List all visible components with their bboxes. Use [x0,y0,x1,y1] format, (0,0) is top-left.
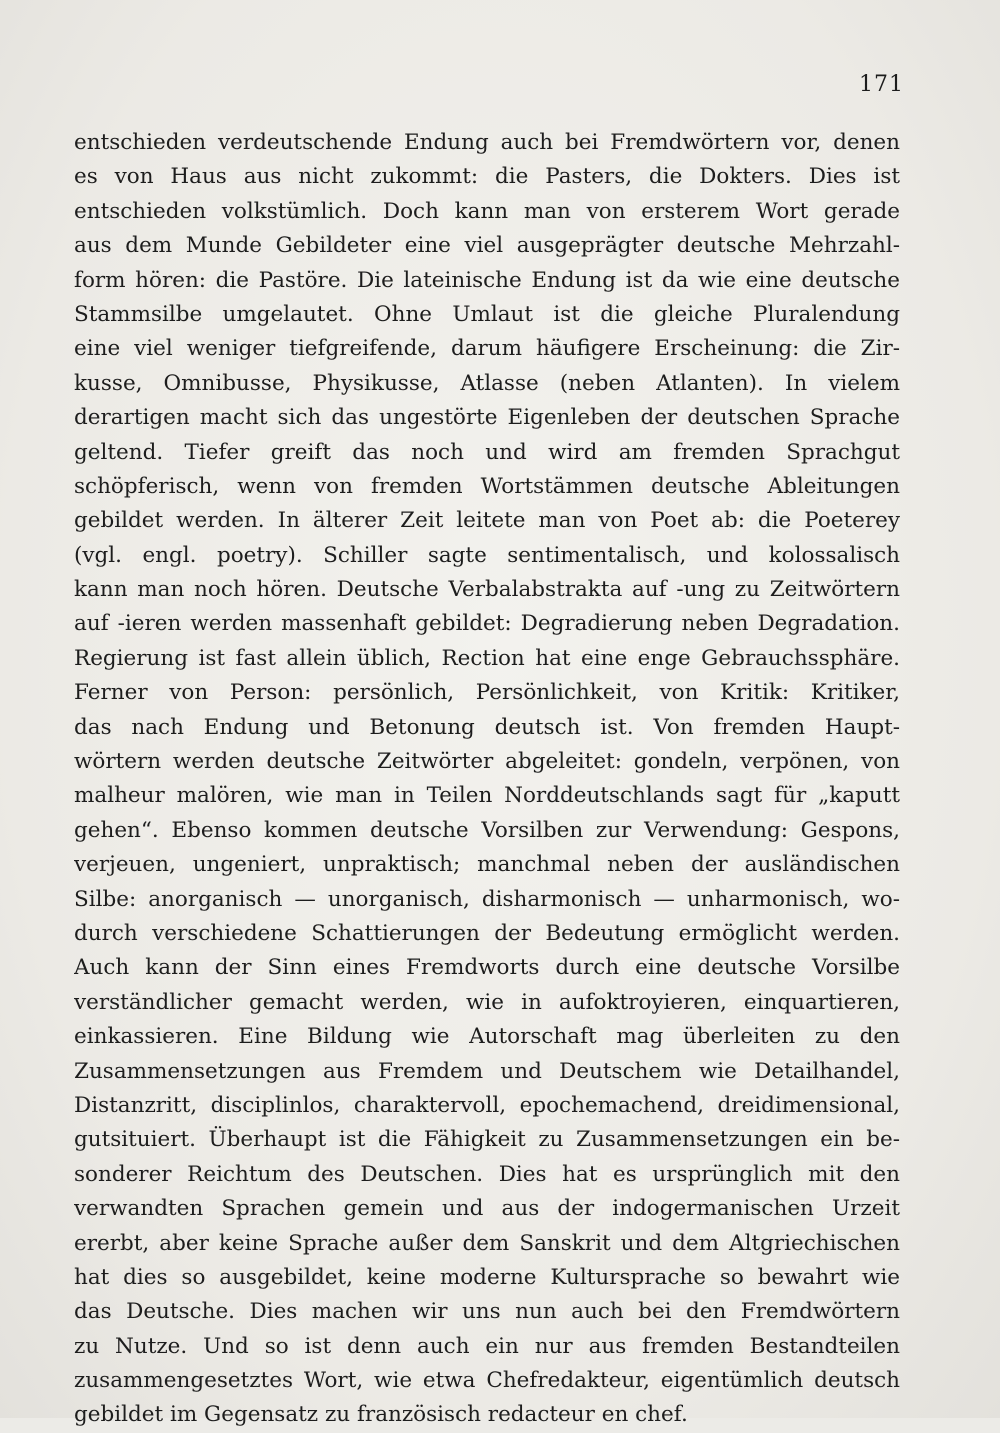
text-line: kann man noch hören. Deutsche Verbalabstrakta auf -ung zu Zeitwörtern [74,577,900,603]
text-line: verwandten Sprachen gemein und aus der indogermanischen Urzeit [74,1196,900,1222]
text-line: gebildet werden. In älterer Zeit leitete man von Poet ab: die Poeterey [74,508,900,534]
text-line: verjeuen, ungeniert, unpraktisch; manchmal neben der ausländischen [74,852,900,878]
text-line: gebildet im Gegensatz zu französisch redacteur en chef. [74,1402,688,1428]
text-line: schöpferisch, wenn von fremden Wortstämmen deutsche Ableitungen [74,473,900,499]
text-line: aus dem Munde Gebildeter eine viel ausgeprägter deutsche Mehrzahl- [74,233,900,259]
text-line: Ferner von Person: persönlich, Persönlichkeit, von Kritik: Kritiker, [74,680,900,706]
text-line: form hören: die Pastöre. Die lateinische Endung ist da wie eine deutsche [74,267,900,293]
text-line: Silbe: anorganisch — unorganisch, disharmonisch — unharmonisch, wo- [74,886,900,912]
text-line: das Deutsche. Dies machen wir uns nun auch bei den Fremdwörtern [74,1299,900,1325]
text-line: durch verschiedene Schattierungen der Bedeutung ermöglicht werden. [74,920,900,946]
text-line: Stammsilbe umgelautet. Ohne Umlaut ist die gleiche Pluralendung [74,301,900,327]
text-line: Regierung ist fast allein üblich, Rection hat eine enge Gebrauchssphäre. [74,645,900,671]
text-line: hat dies so ausgebildet, keine moderne Kultursprache so bewahrt wie [74,1264,900,1290]
text-line: Zusammensetzungen aus Fremdem und Deutschem wie Detailhandel, [74,1058,900,1084]
text-line: es von Haus aus nicht zukommt: die Pasters, die Dokters. Dies ist [74,164,900,190]
text-line: entschieden verdeutschende Endung auch bei Fremdwörtern vor, denen [74,130,900,155]
page-number: 171 [859,72,904,97]
text-line: zusammengesetztes Wort, wie etwa Chefredakteur, eigentümlich deutsch [74,1368,900,1394]
text-line: einkassieren. Eine Bildung wie Autorschaft mag überleiten zu den [74,1024,900,1050]
text-line: gehen“. Ebenso kommen deutsche Vorsilben zur Verwendung: Gespons, [74,817,900,843]
text-line: kusse, Omnibusse, Physikusse, Atlasse (neben Atlanten). In vielem [74,370,900,396]
text-line: auf -ieren werden massenhaft gebildet: Degradierung neben Degradation. [74,611,900,637]
text-line: (vgl. engl. poetry). Schiller sagte sentimentalisch, und kolossalisch [74,542,900,568]
text-line: ererbt, aber keine Sprache außer dem Sanskrit und dem Altgriechischen [74,1230,900,1256]
text-line: geltend. Tiefer greift das noch und wird am fremden Sprachgut [74,439,900,465]
text-line: zu Nutze. Und so ist denn auch ein nur aus fremden Bestandteilen [74,1333,900,1359]
text-line: entschieden volkstümlich. Doch kann man von ersterem Wort gerade [74,198,900,224]
text-line: Distanzritt, disciplinlos, charaktervoll, epochemachend, dreidimensional, [74,1092,900,1118]
text-line: das nach Endung und Betonung deutsch ist. Von fremden Haupt- [74,714,900,740]
text-line: wörtern werden deutsche Zeitwörter abgeleitet: gondeln, verpönen, von [74,749,900,775]
text-line: verständlicher gemacht werden, wie in aufoktroyieren, einquartieren, [74,989,900,1015]
text-line: derartigen macht sich das ungestörte Eigenleben der deutschen Sprache [74,405,900,431]
text-line: malheur malören, wie man in Teilen Norddeutschlands sagt für „kaputt [74,783,900,809]
text-line: eine viel weniger tiefgreifende, darum häufigere Erscheinung: die Zir- [74,336,900,362]
text-line: sonderer Reichtum des Deutschen. Dies hat es ursprünglich mit den [74,1161,900,1187]
body-text [74,126,900,1433]
text-line: Auch kann der Sinn eines Fremdworts durch eine deutsche Vorsilbe [74,955,900,981]
text-line: gutsituiert. Überhaupt ist die Fähigkeit zu Zusammensetzungen ein be- [74,1127,900,1153]
